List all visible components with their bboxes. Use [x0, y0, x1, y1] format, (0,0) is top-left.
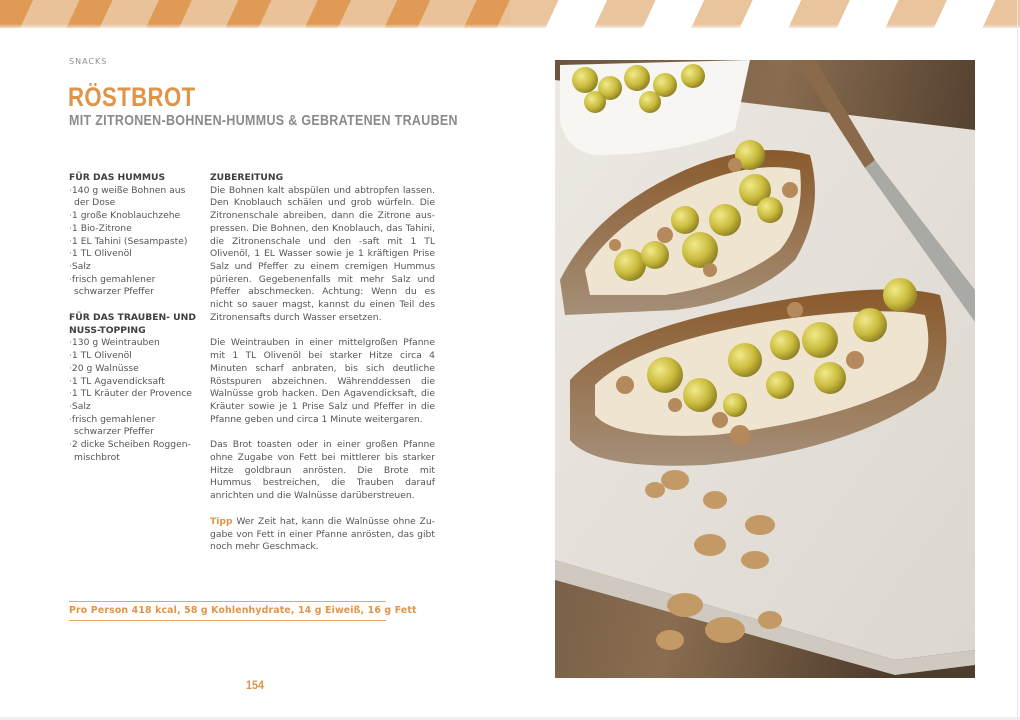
ingredient-item: · Salz — [69, 401, 199, 414]
preparation-column — [210, 172, 435, 554]
hummus-ingredient-list — [69, 185, 199, 299]
tip-label: Tipp — [210, 515, 233, 527]
ingredient-item: · 1 EL Tahini (Sesampaste) — [69, 236, 199, 249]
preparation-heading: ZUBEREITUNG — [210, 172, 284, 183]
hummus-heading: FÜR DAS HUMMUS — [69, 172, 166, 183]
preparation-step-2: Die Weintrauben in einer mittelgroßen Pfanne mit 1 TL Olivenöl bei starker Hitze circa 4 Minuten scharf anbraten, bis sich deutliche Röstspuren abzeichnen. Währenddessen die Walnüsse grob hacken. Den Agavendicksaft, die Kräuter sowie je 1 Prise Salz und Pfeffer in die Pfanne geben und circa 1 Minute weitergaren. — [210, 337, 435, 425]
recipe-subtitle: MIT ZITRONEN-BOHNEN-HUMMUS & GEBRATENEN TRAUBEN — [69, 112, 458, 129]
tip-paragraph — [210, 516, 435, 554]
ingredient-item: · frisch gemahlener schwarzer Pfeffer — [69, 274, 199, 299]
ingredient-item: · 1 TL Olivenöl — [69, 350, 199, 363]
ingredient-item: · 1 große Knoblauchzehe — [69, 210, 199, 223]
spacer — [210, 426, 435, 439]
ingredient-item: · 140 g weiße Bohnen aus der Dose — [69, 185, 199, 210]
ingredient-item: · 130 g Weintrauben — [69, 337, 199, 350]
ingredient-item: · 20 g Walnüsse — [69, 363, 199, 376]
nutrition-info: Pro Person 418 kcal, 58 g Kohlenhydrate, 14 g Eiweiß, 16 g Fett — [69, 601, 386, 621]
ingredient-item: · frisch gemahlener schwarzer Pfeffer — [69, 414, 199, 439]
preparation-step-3: Das Brot toasten oder in einer großen Pfanne ohne Zugabe von Fett bei mittlerer bis starker Hitze goldbraun anrösten. Die Brote mit Hummus bestreichen, die Trauben darauf anrichten und die Walnüsse darüberstreuen. — [210, 439, 435, 502]
ingredient-item: · 1 TL Kräuter der Provence — [69, 388, 199, 401]
page-edge-line — [1017, 0, 1018, 720]
ingredient-item: · 1 TL Olivenöl — [69, 248, 199, 261]
spacer — [210, 503, 435, 516]
ingredient-item: · 2 dicke Scheiben Roggen-mischbrot — [69, 439, 199, 464]
ingredient-item: · 1 TL Agavendicksaft — [69, 376, 199, 389]
spacer — [210, 324, 435, 337]
preparation-step-1: Die Bohnen kalt abspülen und abtropfen lassen. Den Knoblauch schälen und grob würfeln. Die Zitronenschale abreiben, dann die Zitrone auspressen. Die Bohnen, den Knoblauch, das Tahini, die Zitronenschale und den -saft mit 1 TL Olivenöl, 1 EL Wasser sowie je 1 kräftigen Prise Salz und Pfeffer zu einem cremigen Hummus pürieren. Gegebenenfalls mit mehr Salz und Pfeffer abschmecken. Achtung: Wenn du es nicht so sauer magst, kannst du einen Teil des Zitronensafts durch Wasser ersetzen. — [210, 184, 435, 323]
spacer — [69, 299, 199, 312]
ingredient-item: · 1 Bio-Zitrone — [69, 223, 199, 236]
tip-text: Wer Zeit hat, kann die Walnüsse ohne Zugabe von Fett in einer Pfanne anrösten, das gibt noch mehr Geschmack. — [210, 515, 435, 553]
stripe-band-fade — [0, 24, 1020, 30]
ingredient-item: · Salz — [69, 261, 199, 274]
recipe-title: RÖSTBROT — [68, 82, 196, 112]
ingredients-column — [69, 172, 199, 464]
recipe-photo — [555, 60, 975, 678]
topping-ingredient-list — [69, 337, 199, 464]
page-number: 154 — [246, 678, 265, 692]
topping-heading: FÜR DAS TRAUBEN- UND NUSS-TOPPING — [69, 312, 196, 336]
photo-illustration — [555, 60, 975, 678]
category-label: SNACKS — [69, 57, 108, 66]
